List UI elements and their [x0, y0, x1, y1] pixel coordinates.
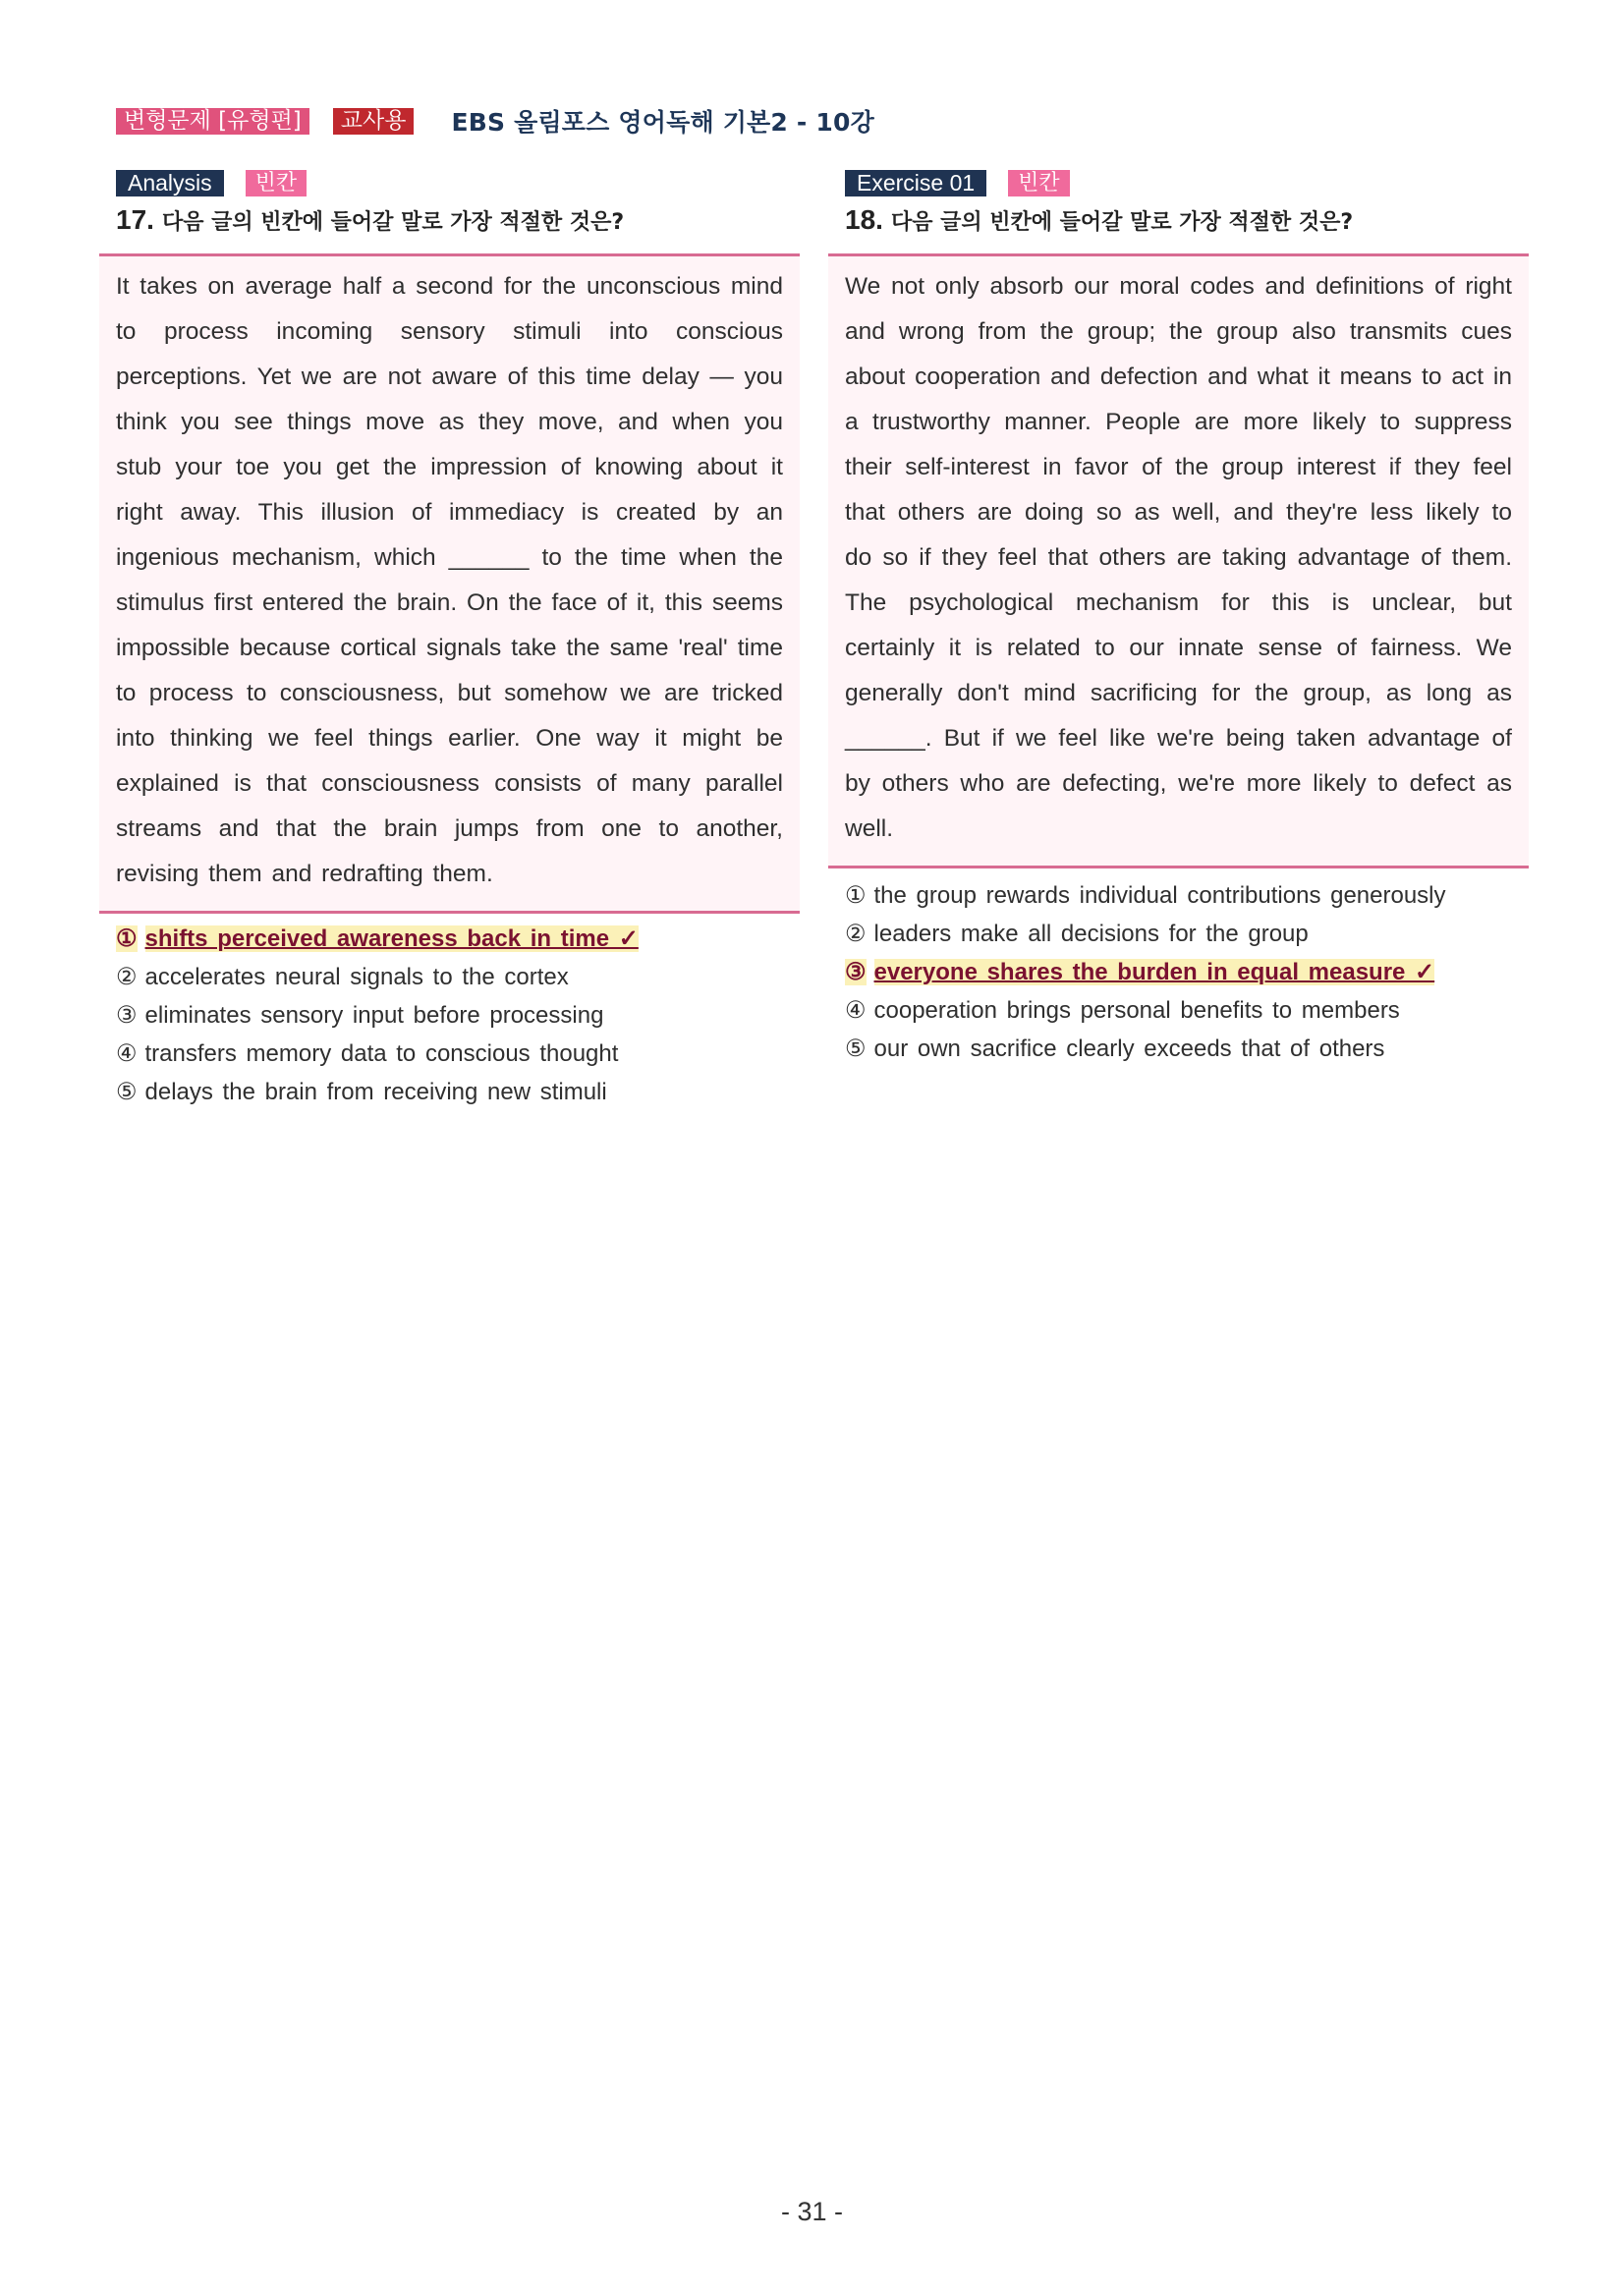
choice-item[interactable]	[845, 991, 1529, 1030]
choice-text: our own sacrifice clearly exceeds that of others	[873, 1036, 1385, 1062]
section-badge: Exercise 01	[845, 170, 986, 196]
choice-item[interactable]	[845, 915, 1529, 953]
teacher-tag: 교사용	[333, 108, 415, 135]
choice-number: ③	[116, 1002, 138, 1029]
question-badges	[116, 169, 800, 196]
right-question-column	[828, 169, 1529, 1068]
type-tag: 변형문제 [유형편]	[116, 108, 309, 135]
choice-item[interactable]	[116, 920, 800, 958]
passage-text: We not only absorb our moral codes and definitions of right and wrong from the group; the group also transmits cues about cooperation and defection and what it means to act in a trustworthy manner. People are more likely to suppress their self-interest in favor of the group interest if they feel that others are doing so as well, and they're less likely to do so if they feel that others are taking advantage of them. The psychological mechanism for this is unclear, but certainly it is related to our innate sense of fairness. We generally don't mind sacrificing for the group, as long as ______. But if we feel like we're being taken advantage of by others who are defecting, we're more likely to defect as well.	[845, 273, 1512, 842]
question-number: 17.	[116, 204, 154, 235]
question-badges	[845, 169, 1529, 196]
answer-choices	[99, 920, 800, 1111]
page-header	[116, 104, 874, 138]
choice-text: shifts perceived awareness back in time ✓	[144, 925, 639, 952]
question-number: 18.	[845, 204, 883, 235]
choice-number: ①	[116, 925, 138, 952]
choice-text: transfers memory data to conscious thought	[144, 1040, 619, 1067]
choice-number: ④	[845, 997, 867, 1024]
choice-text: delays the brain from receiving new stimuli	[144, 1079, 607, 1105]
choice-text: cooperation brings personal benefits to members	[873, 997, 1400, 1024]
question-prompt	[845, 204, 1529, 240]
question-text: 다음 글의 빈칸에 들어갈 말로 가장 적절한 것은?	[161, 210, 625, 235]
choice-number: ③	[845, 959, 867, 985]
choice-item[interactable]	[845, 1030, 1529, 1068]
choice-number: ②	[845, 921, 867, 947]
choice-text: the group rewards individual contributions generously	[873, 882, 1446, 909]
left-question-column	[99, 169, 800, 1111]
section-badge: Analysis	[116, 170, 224, 196]
passage-box	[828, 253, 1529, 868]
passage-text: It takes on average half a second for the unconscious mind to process incoming sensory stimuli into conscious perceptions. Yet we are not aware of this time delay — you think you see things move as they move, and when you stub your toe you get the impression of knowing about it right away. This illusion of immediacy is created by an ingenious mechanism, which ______ to the time when the stimulus first entered the brain. On the face of it, this seems impossible because cortical signals take the same 'real' time to process to consciousness, but somehow we are tricked into thinking we feel things earlier. One way it might be explained is that consciousness consists of many parallel streams and that the brain jumps from one to another, revising them and redrafting them.	[116, 273, 783, 887]
choice-number: ④	[116, 1040, 138, 1067]
page-number: - 31 -	[780, 2197, 844, 2226]
choice-item[interactable]	[845, 876, 1529, 915]
choice-text: accelerates neural signals to the cortex	[144, 964, 569, 990]
choice-item[interactable]	[116, 958, 800, 996]
document-title: EBS 올림포스 영어독해 기본2 - 10강	[451, 108, 874, 137]
choice-number: ⑤	[845, 1036, 867, 1062]
question-type-badge: 빈칸	[246, 170, 308, 196]
choice-item[interactable]	[116, 1035, 800, 1073]
question-text: 다음 글의 빈칸에 들어갈 말로 가장 적절한 것은?	[890, 210, 1354, 235]
question-type-badge: 빈칸	[1008, 170, 1070, 196]
choice-number: ①	[845, 882, 867, 909]
passage-box	[99, 253, 800, 914]
question-prompt	[116, 204, 800, 240]
choice-text: everyone shares the burden in equal measure ✓	[873, 959, 1435, 985]
choice-item[interactable]	[116, 996, 800, 1035]
choice-item[interactable]	[845, 953, 1529, 991]
choice-item[interactable]	[116, 1073, 800, 1111]
choice-number: ②	[116, 964, 138, 990]
choice-text: leaders make all decisions for the group	[873, 921, 1309, 947]
answer-choices	[828, 876, 1529, 1068]
choice-number: ⑤	[116, 1079, 138, 1105]
choice-text: eliminates sensory input before processing	[144, 1002, 604, 1029]
